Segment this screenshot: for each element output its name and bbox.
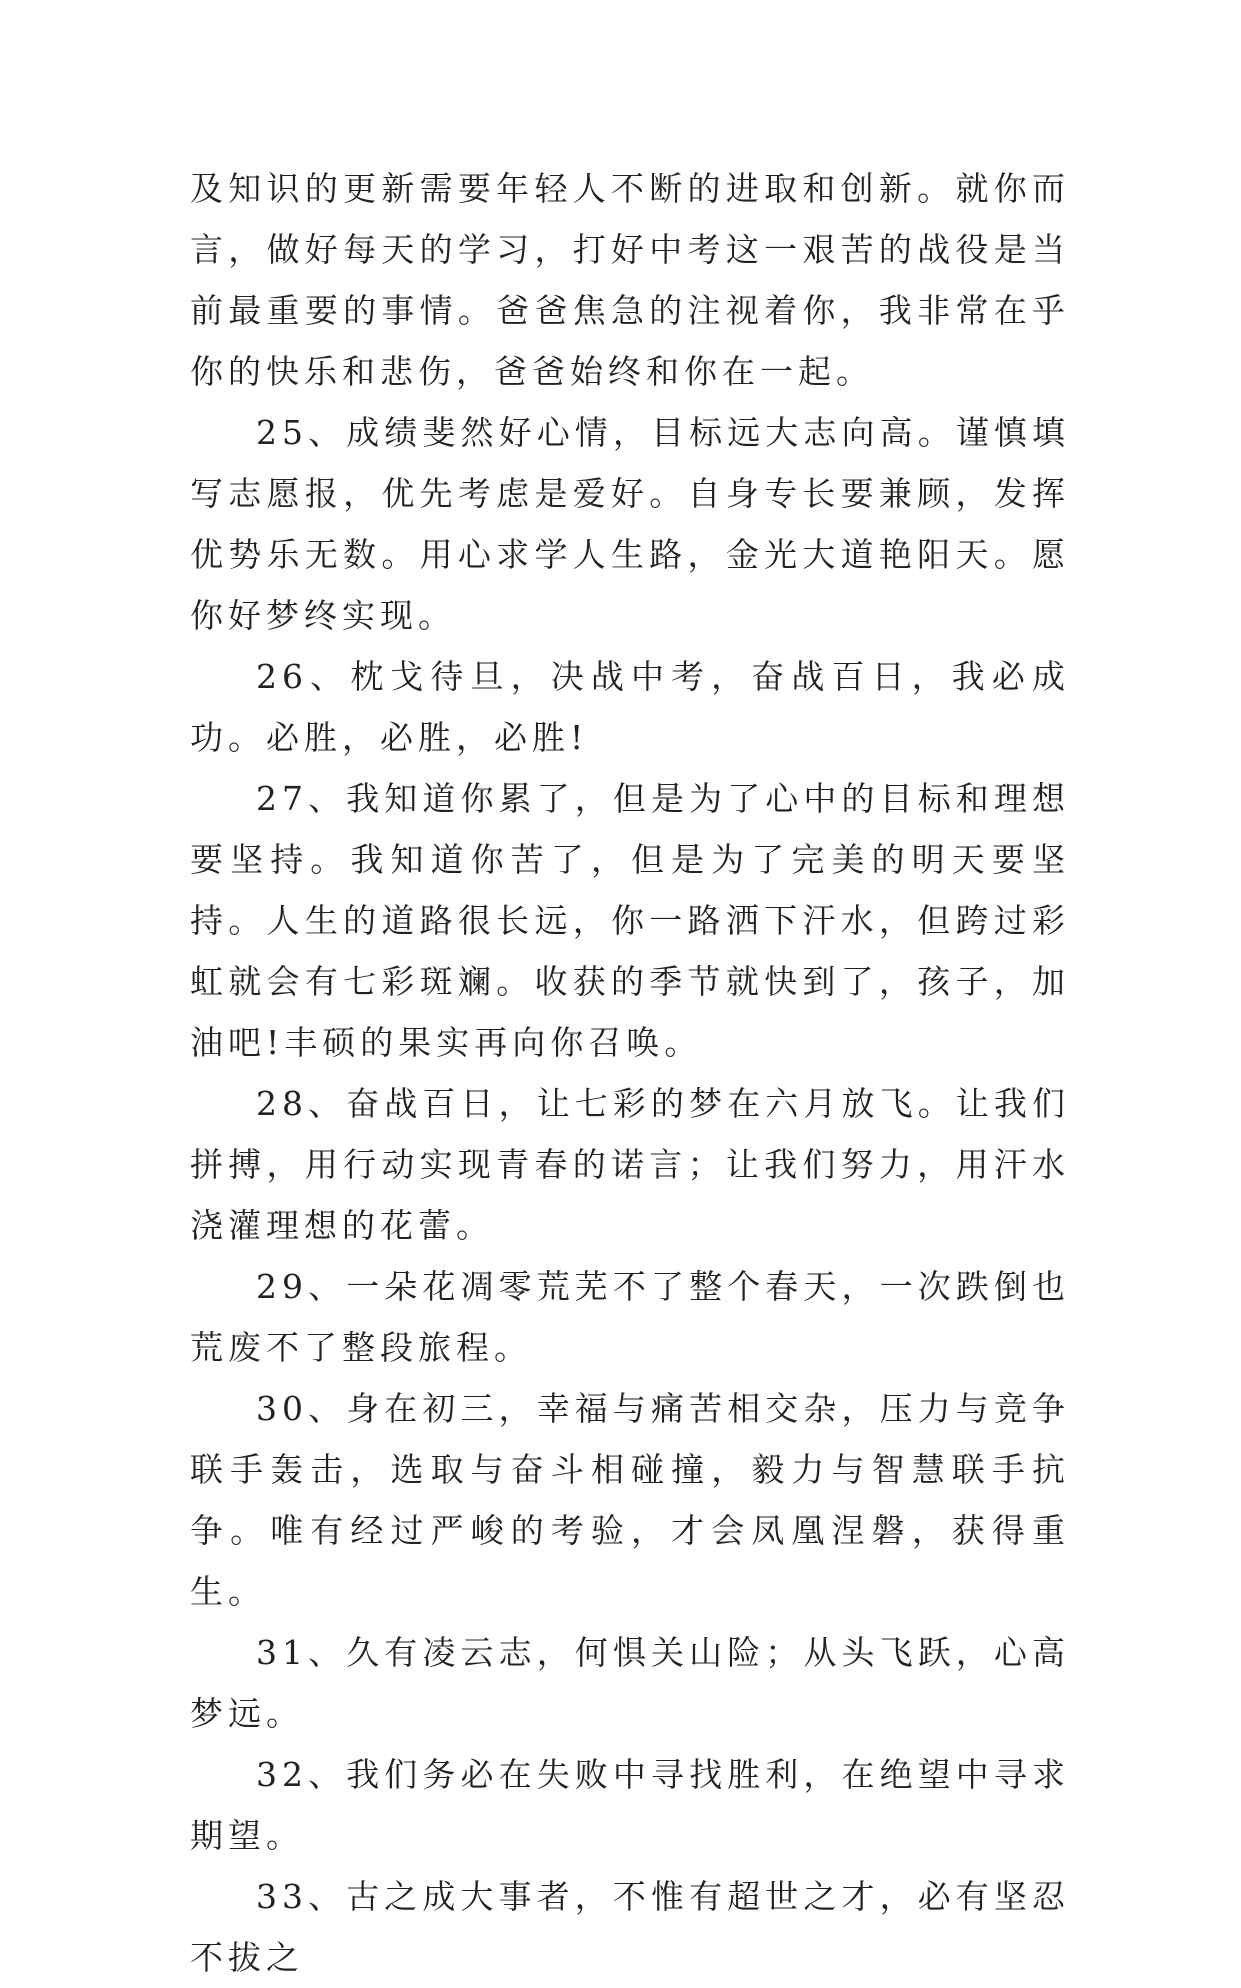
paragraph-25: 25、成绩斐然好心情，目标远大志向高。谨慎填写志愿报，优先考虑是爱好。自身专长要兼顾，发挥优势乐无数。用心求学人生路，金光大道艳阳天。愿你好梦终实现。 xyxy=(190,413,1070,635)
paragraph-30: 30、身在初三，幸福与痛苦相交杂，压力与竞争联手轰击，选取与奋斗相碰撞，毅力与智慧联手抗争。唯有经过严峻的考验，才会凤凰涅磐，获得重生。 xyxy=(190,1389,1070,1611)
paragraph-28: 28、奋战百日，让七彩的梦在六月放飞。让我们拼搏，用行动实现青春的诺言；让我们努力，用汗水浇灌理想的花蕾。 xyxy=(190,1084,1070,1245)
paragraph-32: 32、我们务必在失败中寻找胜利，在绝望中寻求期望。 xyxy=(190,1755,1070,1855)
document-body xyxy=(190,158,1070,1988)
paragraph-27: 27、我知道你累了，但是为了心中的目标和理想要坚持。我知道你苦了，但是为了完美的明天要坚持。人生的道路很长远，你一路洒下汗水，但跨过彩虹就会有七彩斑斓。收获的季节就快到了，孩子，加油吧!丰硕的果实再向你召唤。 xyxy=(190,779,1070,1062)
paragraph-continuation: 及知识的更新需要年轻人不断的进取和创新。就你而言，做好每天的学习，打好中考这一艰苦的战役是当前最重要的事情。爸爸焦急的注视着你，我非常在乎你的快乐和悲伤，爸爸始终和你在一起。 xyxy=(190,169,1070,391)
paragraph-31: 31、久有凌云志，何惧关山险；从头飞跃，心高梦远。 xyxy=(190,1633,1070,1733)
paragraph-26: 26、枕戈待旦，决战中考，奋战百日，我必成功。必胜，必胜，必胜! xyxy=(190,657,1070,757)
paragraph-29: 29、一朵花凋零荒芜不了整个春天，一次跌倒也荒废不了整段旅程。 xyxy=(190,1267,1070,1367)
paragraph-33: 33、古之成大事者，不惟有超世之才，必有坚忍不拔之 xyxy=(190,1877,1070,1977)
